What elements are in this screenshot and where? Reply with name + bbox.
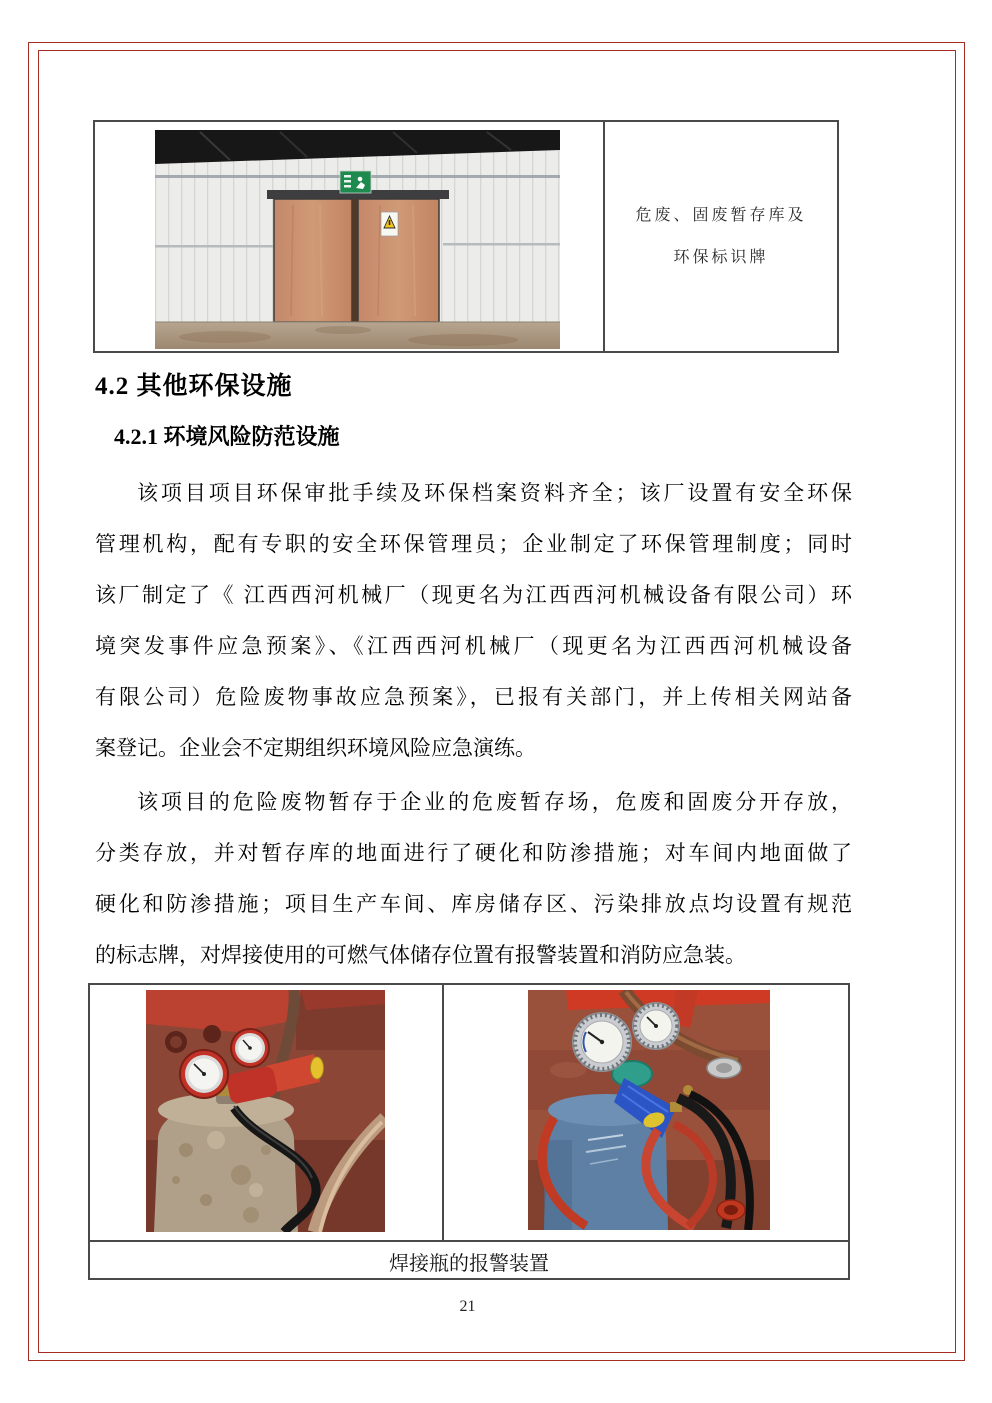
subsection-heading: 4.2.1 环境风险防范设施 — [114, 424, 340, 449]
paragraph-environmental-management — [95, 468, 852, 774]
paragraph-line: 的标志牌，对焊接使用的可燃气体储存位置有报警装置和消防应急装。 — [95, 943, 746, 967]
table-column-divider — [442, 985, 444, 1240]
welding-bottle-caption: 焊接瓶的报警装置 — [389, 1252, 549, 1275]
chrome-gauge-small — [707, 1058, 741, 1078]
photo-caption-line2: 环保标识牌 — [673, 248, 769, 266]
pressure-gauge-left — [573, 1013, 631, 1071]
page-number: 21 — [459, 1298, 476, 1315]
paragraph-line: 分类存放，并对暂存库的地面进行了硬化和防渗措施；对车间内地面做了 — [95, 841, 852, 865]
welding-bottle-photo-table — [88, 983, 850, 1280]
pressure-gauge-right — [633, 1003, 679, 1049]
photo-caption-line1: 危废、固废暂存库及 — [635, 206, 807, 224]
paragraph-line: 案登记。企业会不定期组织环境风险应急演练。 — [95, 736, 536, 760]
paragraph-line: 该项目的危险废物暂存于企业的危废暂存场，危废和固废分开存放， — [137, 790, 852, 814]
door-center-post — [352, 199, 358, 322]
paragraph-line: 硬化和防渗措施；项目生产车间、库房储存区、污染排放点均设置有规范 — [95, 892, 852, 916]
hazardous-waste-storage-photo — [155, 130, 560, 349]
photo-caption-cell — [605, 122, 837, 351]
paragraph-waste-storage — [95, 777, 852, 981]
weathered-gas-cylinder — [154, 1086, 298, 1232]
paragraph-line: 有限公司）危险废物事故应急预案》，已报有关部门，并上传相关网站备 — [95, 685, 852, 709]
paragraph-line: 该厂制定了《 江西西河机械厂（现更名为江西西河机械设备有限公司）环 — [95, 583, 852, 607]
paragraph-line: 境突发事件应急预案》、《江西西河机械厂（现更名为江西西河机械设备 — [95, 634, 852, 658]
paragraph-line: 管理机构，配有专职的安全环保管理员；企业制定了环保管理制度；同时 — [95, 532, 852, 556]
welding-bottle-alarm-photo-left — [146, 990, 385, 1232]
hazardous-waste-photo-table — [93, 120, 839, 353]
section-heading: 4.2 其他环保设施 — [95, 373, 293, 400]
warning-triangle-sign-icon — [381, 212, 398, 236]
paragraph-line: 该项目项目环保审批手续及环保档案资料齐全；该厂设置有安全环保 — [137, 481, 852, 505]
right-door — [358, 199, 439, 322]
green-exit-sign-icon — [340, 171, 371, 193]
left-door — [274, 199, 352, 322]
welding-bottle-alarm-photo-right — [528, 990, 770, 1230]
